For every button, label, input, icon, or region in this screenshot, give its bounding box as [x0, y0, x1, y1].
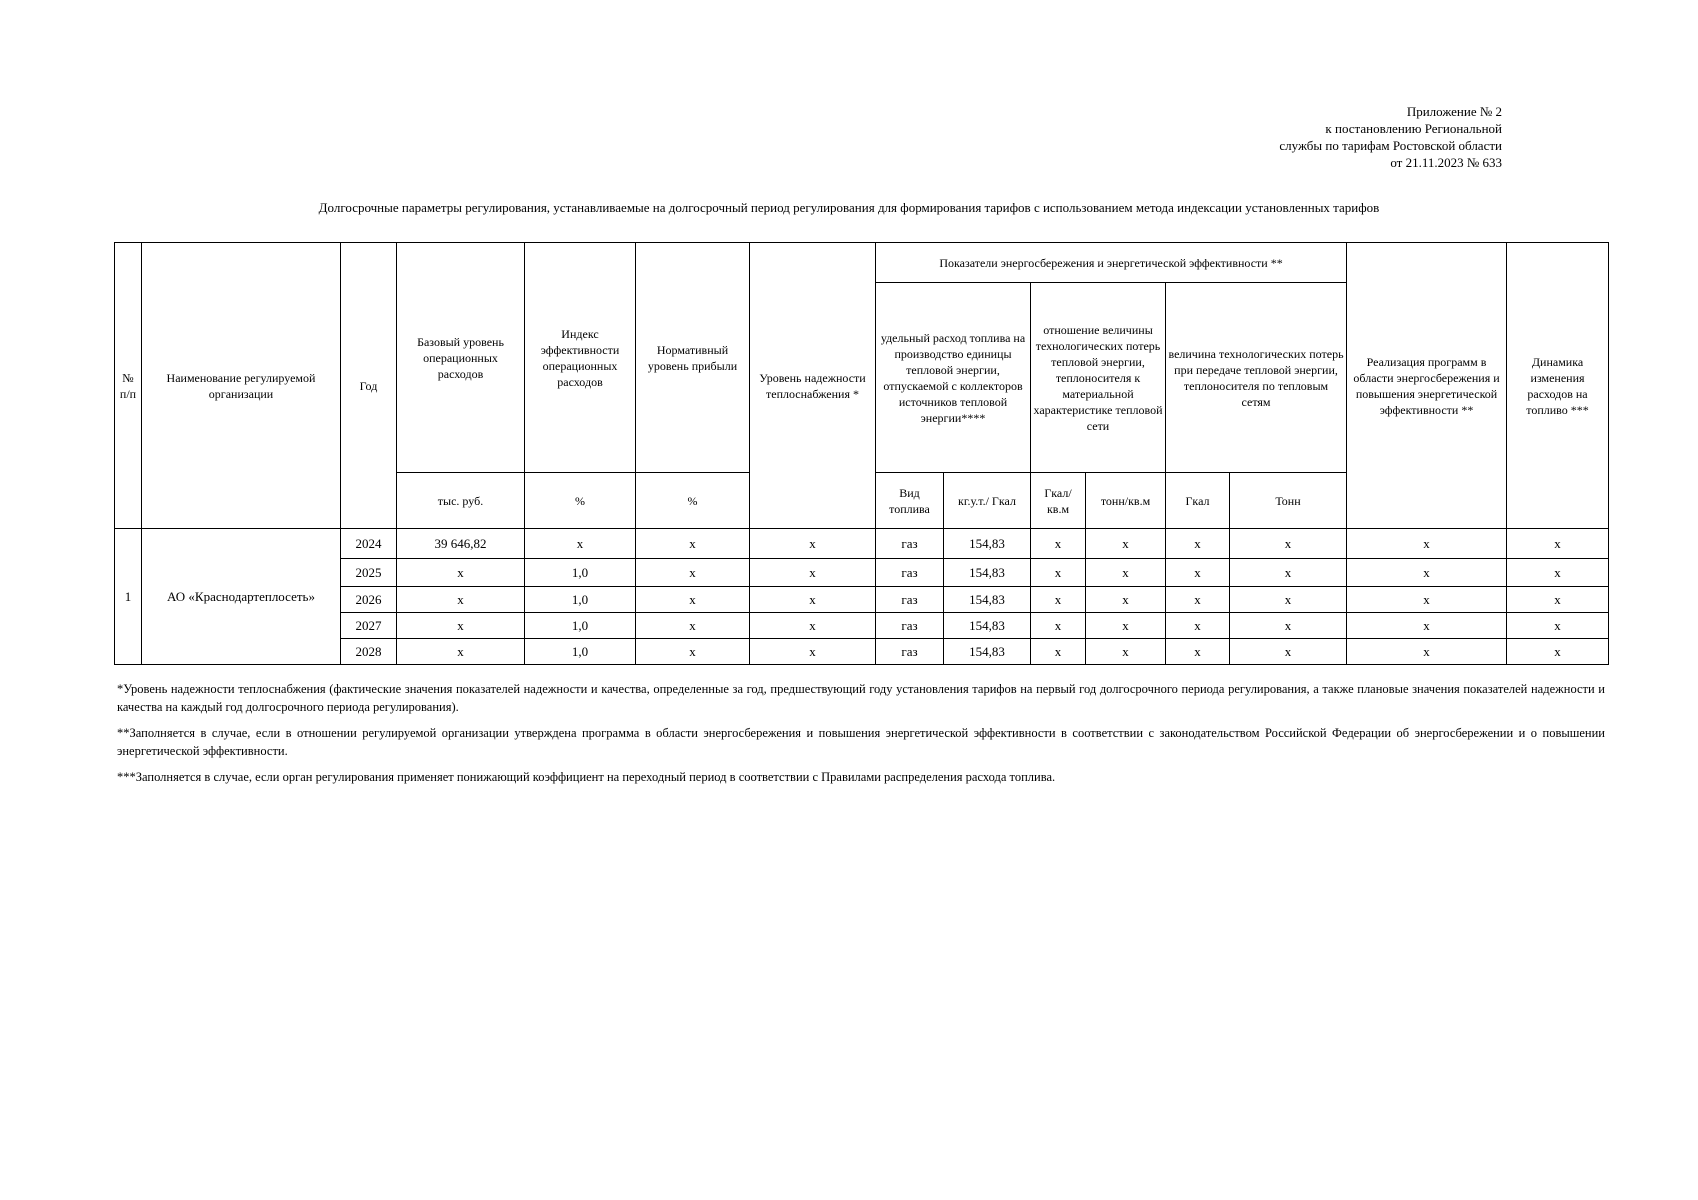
table-cell: x [750, 613, 876, 639]
header-fuel-rate: удельный расход топлива на производство единицы тепловой энергии, отпускаемой с коллекторов источников тепловой энергии**** [876, 283, 1031, 473]
table-cell: 1,0 [525, 639, 636, 665]
header-energy-group: Показатели энергосбережения и энергетической эффективности ** [876, 243, 1347, 283]
appendix-line: Приложение № 2 [1406, 104, 1502, 119]
table-cell: x [750, 529, 876, 559]
table-cell: x [1230, 529, 1347, 559]
table-cell: x [1166, 559, 1230, 587]
header-programs: Реализация программ в области энергосбережения и повышения энергетической эффективности ** [1347, 243, 1507, 529]
table-cell: x [636, 613, 750, 639]
unit-index: % [525, 473, 636, 529]
table-cell: газ [876, 639, 944, 665]
table-cell: x [1507, 559, 1609, 587]
table-cell: x [750, 639, 876, 665]
table-cell: 1,0 [525, 559, 636, 587]
table-cell: 154,83 [944, 587, 1031, 613]
table-cell: x [1347, 587, 1507, 613]
unit-fuel-type: Вид топлива [876, 473, 944, 529]
org-num: 1 [115, 529, 142, 665]
table-cell: 154,83 [944, 529, 1031, 559]
table-cell: x [1031, 559, 1086, 587]
table-cell: 1,0 [525, 613, 636, 639]
footnote-energy-program: **Заполняется в случае, если в отношении регулируемой организации утверждена программа в области энергосбережения и повышения энергетической эффективности в соответствии с законодательством Российской Федерации об энергосбережении и о повышении энергетической эффективности. [117, 726, 1605, 758]
table-cell: 2028 [341, 639, 397, 665]
table-cell: x [1086, 639, 1166, 665]
table-cell: газ [876, 529, 944, 559]
table-cell: 1,0 [525, 587, 636, 613]
footnote-reliability: *Уровень надежности теплоснабжения (фактические значения показателей надежности и качества, определенные за год, предшествующий году установления тарифов на первый год долгосрочного периода регулирования, а также плановые значения показателей надежности и качества на каждый год долгосрочного периода регулирования). [117, 682, 1605, 714]
header-org: Наименование регулируемой организации [142, 243, 341, 529]
table-cell: x [1230, 639, 1347, 665]
table-cell: x [1031, 529, 1086, 559]
appendix-line: к постановлению Региональной [1325, 121, 1502, 136]
header-loss-ratio: отношение величины технологических потерь тепловой энергии, теплоносителя к материальной характеристике тепловой сети [1031, 283, 1166, 473]
table-cell: 2024 [341, 529, 397, 559]
table-cell: x [1230, 559, 1347, 587]
table-cell: x [1347, 613, 1507, 639]
table-cell: x [636, 587, 750, 613]
table-cell: x [1230, 587, 1347, 613]
org-name: АО «Краснодартеплосеть» [142, 529, 341, 665]
header-base: Базовый уровень операционных расходов [397, 243, 525, 473]
table-cell: x [1166, 529, 1230, 559]
table-cell: x [1166, 613, 1230, 639]
table-cell: x [1086, 613, 1166, 639]
document-title: Долгосрочные параметры регулирования, устанавливаемые на долгосрочный период регулирования для формирования тарифов с использованием метода индексации установленных тарифов [318, 200, 1380, 215]
table-cell: x [1507, 639, 1609, 665]
table-cell: x [397, 559, 525, 587]
table-cell: x [1347, 529, 1507, 559]
table-cell: x [397, 613, 525, 639]
table-cell: x [1166, 587, 1230, 613]
table-cell: 2026 [341, 587, 397, 613]
table-cell: газ [876, 613, 944, 639]
table-cell: x [1507, 529, 1609, 559]
header-profit: Нормативный уровень прибыли [636, 243, 750, 473]
table-cell: x [750, 559, 876, 587]
table-cell: 2027 [341, 613, 397, 639]
table-cell: x [1086, 529, 1166, 559]
header-loss-value: величина технологических потерь при передаче тепловой энергии, теплоносителя по тепловым сетям [1166, 283, 1347, 473]
table-cell: x [750, 587, 876, 613]
table-cell: x [1507, 613, 1609, 639]
table-cell: x [1086, 559, 1166, 587]
table-cell: x [636, 559, 750, 587]
header-index: Индекс эффективности операционных расходов [525, 243, 636, 473]
table-cell: x [1347, 559, 1507, 587]
table-cell: x [1031, 613, 1086, 639]
header-reliability: Уровень надежности теплоснабжения * [750, 243, 876, 529]
table-cell: 154,83 [944, 559, 1031, 587]
table-cell: газ [876, 587, 944, 613]
unit-base: тыс. руб. [397, 473, 525, 529]
table-cell: 39 646,82 [397, 529, 525, 559]
table-cell: x [1031, 587, 1086, 613]
unit-ton-m: тонн/кв.м [1086, 473, 1166, 529]
appendix-line: службы по тарифам Ростовской области [1279, 138, 1502, 153]
header-num: № п/п [115, 243, 142, 529]
table-cell: 154,83 [944, 613, 1031, 639]
table-cell: 2025 [341, 559, 397, 587]
table-cell: x [1347, 639, 1507, 665]
table-row [115, 529, 1609, 559]
unit-gcal: Гкал [1166, 473, 1230, 529]
table-cell: x [1230, 613, 1347, 639]
header-dynamics: Динамика изменения расходов на топливо *** [1507, 243, 1609, 529]
table-cell: x [1507, 587, 1609, 613]
table-cell: x [1086, 587, 1166, 613]
appendix-line: от 21.11.2023 № 633 [1390, 155, 1502, 170]
table-cell: x [397, 587, 525, 613]
table-cell: x [636, 529, 750, 559]
table-cell: x [397, 639, 525, 665]
unit-fuel: кг.у.т./ Гкал [944, 473, 1031, 529]
table-cell: газ [876, 559, 944, 587]
table-cell: x [636, 639, 750, 665]
table-cell: x [1031, 639, 1086, 665]
appendix-block [1279, 103, 1502, 171]
parameters-table [114, 242, 1609, 665]
table-cell: 154,83 [944, 639, 1031, 665]
table-cell: x [525, 529, 636, 559]
unit-gcal-m: Гкал/ кв.м [1031, 473, 1086, 529]
table-cell: x [1166, 639, 1230, 665]
header-year: Год [341, 243, 397, 529]
footnote-fuel-dynamics: ***Заполняется в случае, если орган регулирования применяет понижающий коэффициент на переходный период в соответствии с Правилами распределения расхода топлива. [117, 770, 1056, 784]
unit-profit: % [636, 473, 750, 529]
unit-tons: Тонн [1230, 473, 1347, 529]
